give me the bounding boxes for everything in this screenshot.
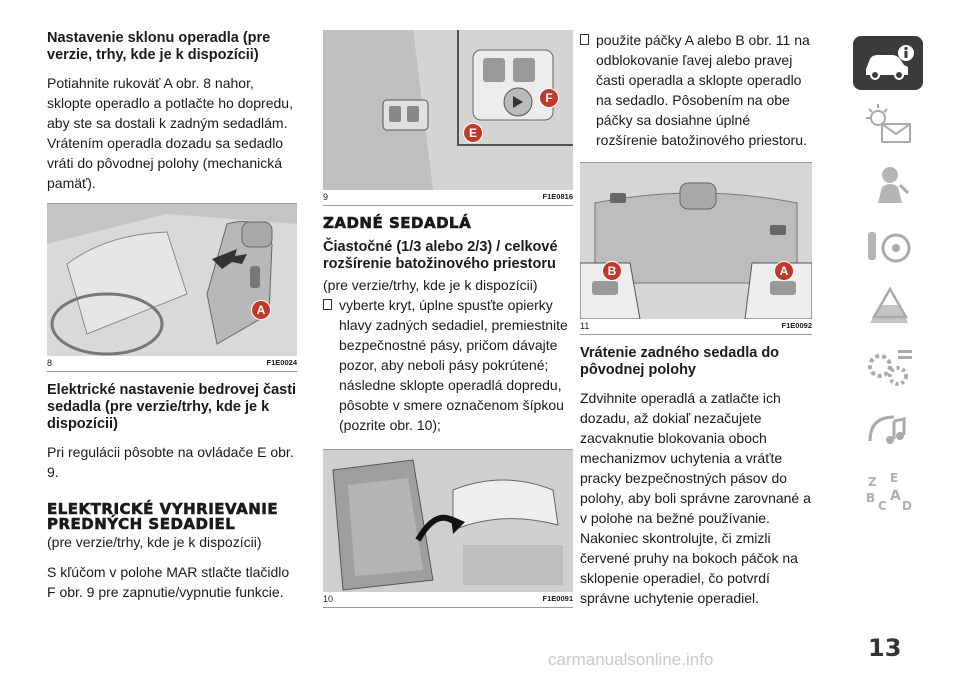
key-steering-icon [860,224,916,268]
tab-starting-driving[interactable] [853,219,923,273]
tab-emergency[interactable] [853,280,923,334]
tab-car-info[interactable] [853,36,923,90]
section-heated-seats: ELEKTRICKÉ VYHRIEVANIE PREDNÝCH SEDADIEL [47,500,279,533]
seat-controls-illustration [323,30,573,190]
tab-maintenance[interactable] [853,341,923,395]
column-1 [47,30,297,612]
heading-lumbar: Elektrické nastavenie bedrovej časti sedadla (pre verzie/trhy, kde je k dispozícii) [47,382,297,432]
car-info-icon [860,43,916,83]
heading-backrest-tilt: Nastavenie sklonu operadla (pre verzie, trhy, kde je k dispozícii) [47,30,271,63]
section-rear-seats: ZADNÉ SEDADLÁ [323,214,472,232]
figure-10 [323,449,573,608]
svg-text:E: E [890,471,899,485]
alphabetical-index-icon [860,468,916,512]
maintenance-gears-icon [860,346,916,390]
figure-8-number: 8 [47,358,53,368]
figure-9-number: 9 [323,192,329,202]
seat-lever-illustration [47,204,297,356]
svg-text:D: D [902,499,912,512]
heated-seats-subtitle: (pre verzie/trhy, kde je k dispozícii) [47,534,262,550]
multimedia-icon [860,407,916,451]
paragraph-heated-seats: S kľúčom v polohe MAR stlačte tlačidlo F obr. 9 pre zapnutie/vypnutie funkcie. [47,564,290,600]
figure-8-image [47,204,297,356]
label-e: E [463,123,483,143]
figure-11-caption [580,319,812,335]
bullet-remove-cover: vyberte kryt, úplne spusťte opierky hlavy zadných sedadiel, premiestnite bezpečnostné pásy, pričom dávajte pozor, aby neboli pásy pokrútené; následne sklopte operadlá dopredu, pôsobte v smere označenom šípkou (pozrite obr. 10); [323,295,573,435]
tab-multimedia[interactable] [853,402,923,456]
rear-seat-levers-illustration [580,163,812,319]
heading-return-seat: Vrátenie zadného sedadla do pôvodnej polohy [580,345,780,378]
figure-10-caption [323,592,573,608]
label-a: A [251,300,271,320]
label-a: A [774,261,794,281]
figure-9-caption [323,190,573,206]
luggage-subtitle: (pre verzie/trhy, kde je k dispozícii) [323,277,538,293]
watermark: carmanualsonline.info [548,650,714,669]
paragraph-return-seat: Zdvihnite operadlá a zatlačte ich dozadu, až dokiaľ nezačujete zacvaknutie blokovania oboch mechanizmov uchytenia a vráťte pracky bezpečnostných pásov do polohy, aby boli správne zarovnané a v polohe na bežné používanie. Nakoniec skontrolujte, či zmizli červené pruhy na bokoch páčok na sklopenie operadiel, čo potvrdí správne uchytenie operadiel. [580,390,811,606]
figure-11-code: F1E0092 [781,321,812,330]
figure-11-number: 11 [580,321,590,331]
svg-text:B: B [866,491,876,505]
figure-9-code: F1E0816 [542,192,573,201]
label-b: B [602,261,622,281]
label-f: F [539,88,559,108]
figure-8-caption [47,356,297,372]
tab-safety[interactable] [853,158,923,212]
airbag-person-icon [860,163,916,207]
figure-10-image [323,450,573,592]
figure-10-code: F1E0091 [542,594,573,603]
column-2 [323,30,573,618]
warning-lights-icon [860,102,916,146]
folding-seat-illustration [323,450,573,592]
svg-text:Z: Z [868,475,877,489]
figure-10-number: 10 [323,594,334,604]
figure-11-image [580,163,812,319]
page-number: 13 [868,634,902,662]
svg-text:C: C [878,499,887,512]
heading-luggage-extension: Čiastočné (1/3 alebo 2/3) / celkové rozšírenie batožinového priestoru [323,239,558,272]
figure-8 [47,203,297,372]
tab-index[interactable] [853,463,923,517]
road-warning-icon [860,285,916,329]
figure-11 [580,162,812,335]
column-3 [580,30,812,618]
bullet-use-levers: použite páčky A alebo B obr. 11 na odblokovanie ľavej alebo pravej časti operadla a sklopte operadlo na sedadlo. Pôsobením na obe páčky sa dosiahne úplné rozšírenie batožinového priestoru. [580,30,812,150]
tab-warning-lights[interactable] [853,97,923,151]
figure-8-code: F1E0024 [266,358,297,367]
figure-9 [323,30,573,206]
paragraph-backrest: Potiahnite rukoväť A obr. 8 nahor, sklopte operadlo a potlačte ho dopredu, aby ste sa dostali k zadným sedadlám. Vrátením operadla dozadu sa sedadlo vráti do pôvodnej polohy (mechanická pamäť). [47,75,293,191]
figure-9-image [323,30,573,190]
chapter-sidebar [853,36,923,524]
paragraph-lumbar: Pri regulácii pôsobte na ovládače E obr. 9. [47,444,294,480]
svg-text:A: A [890,488,901,504]
